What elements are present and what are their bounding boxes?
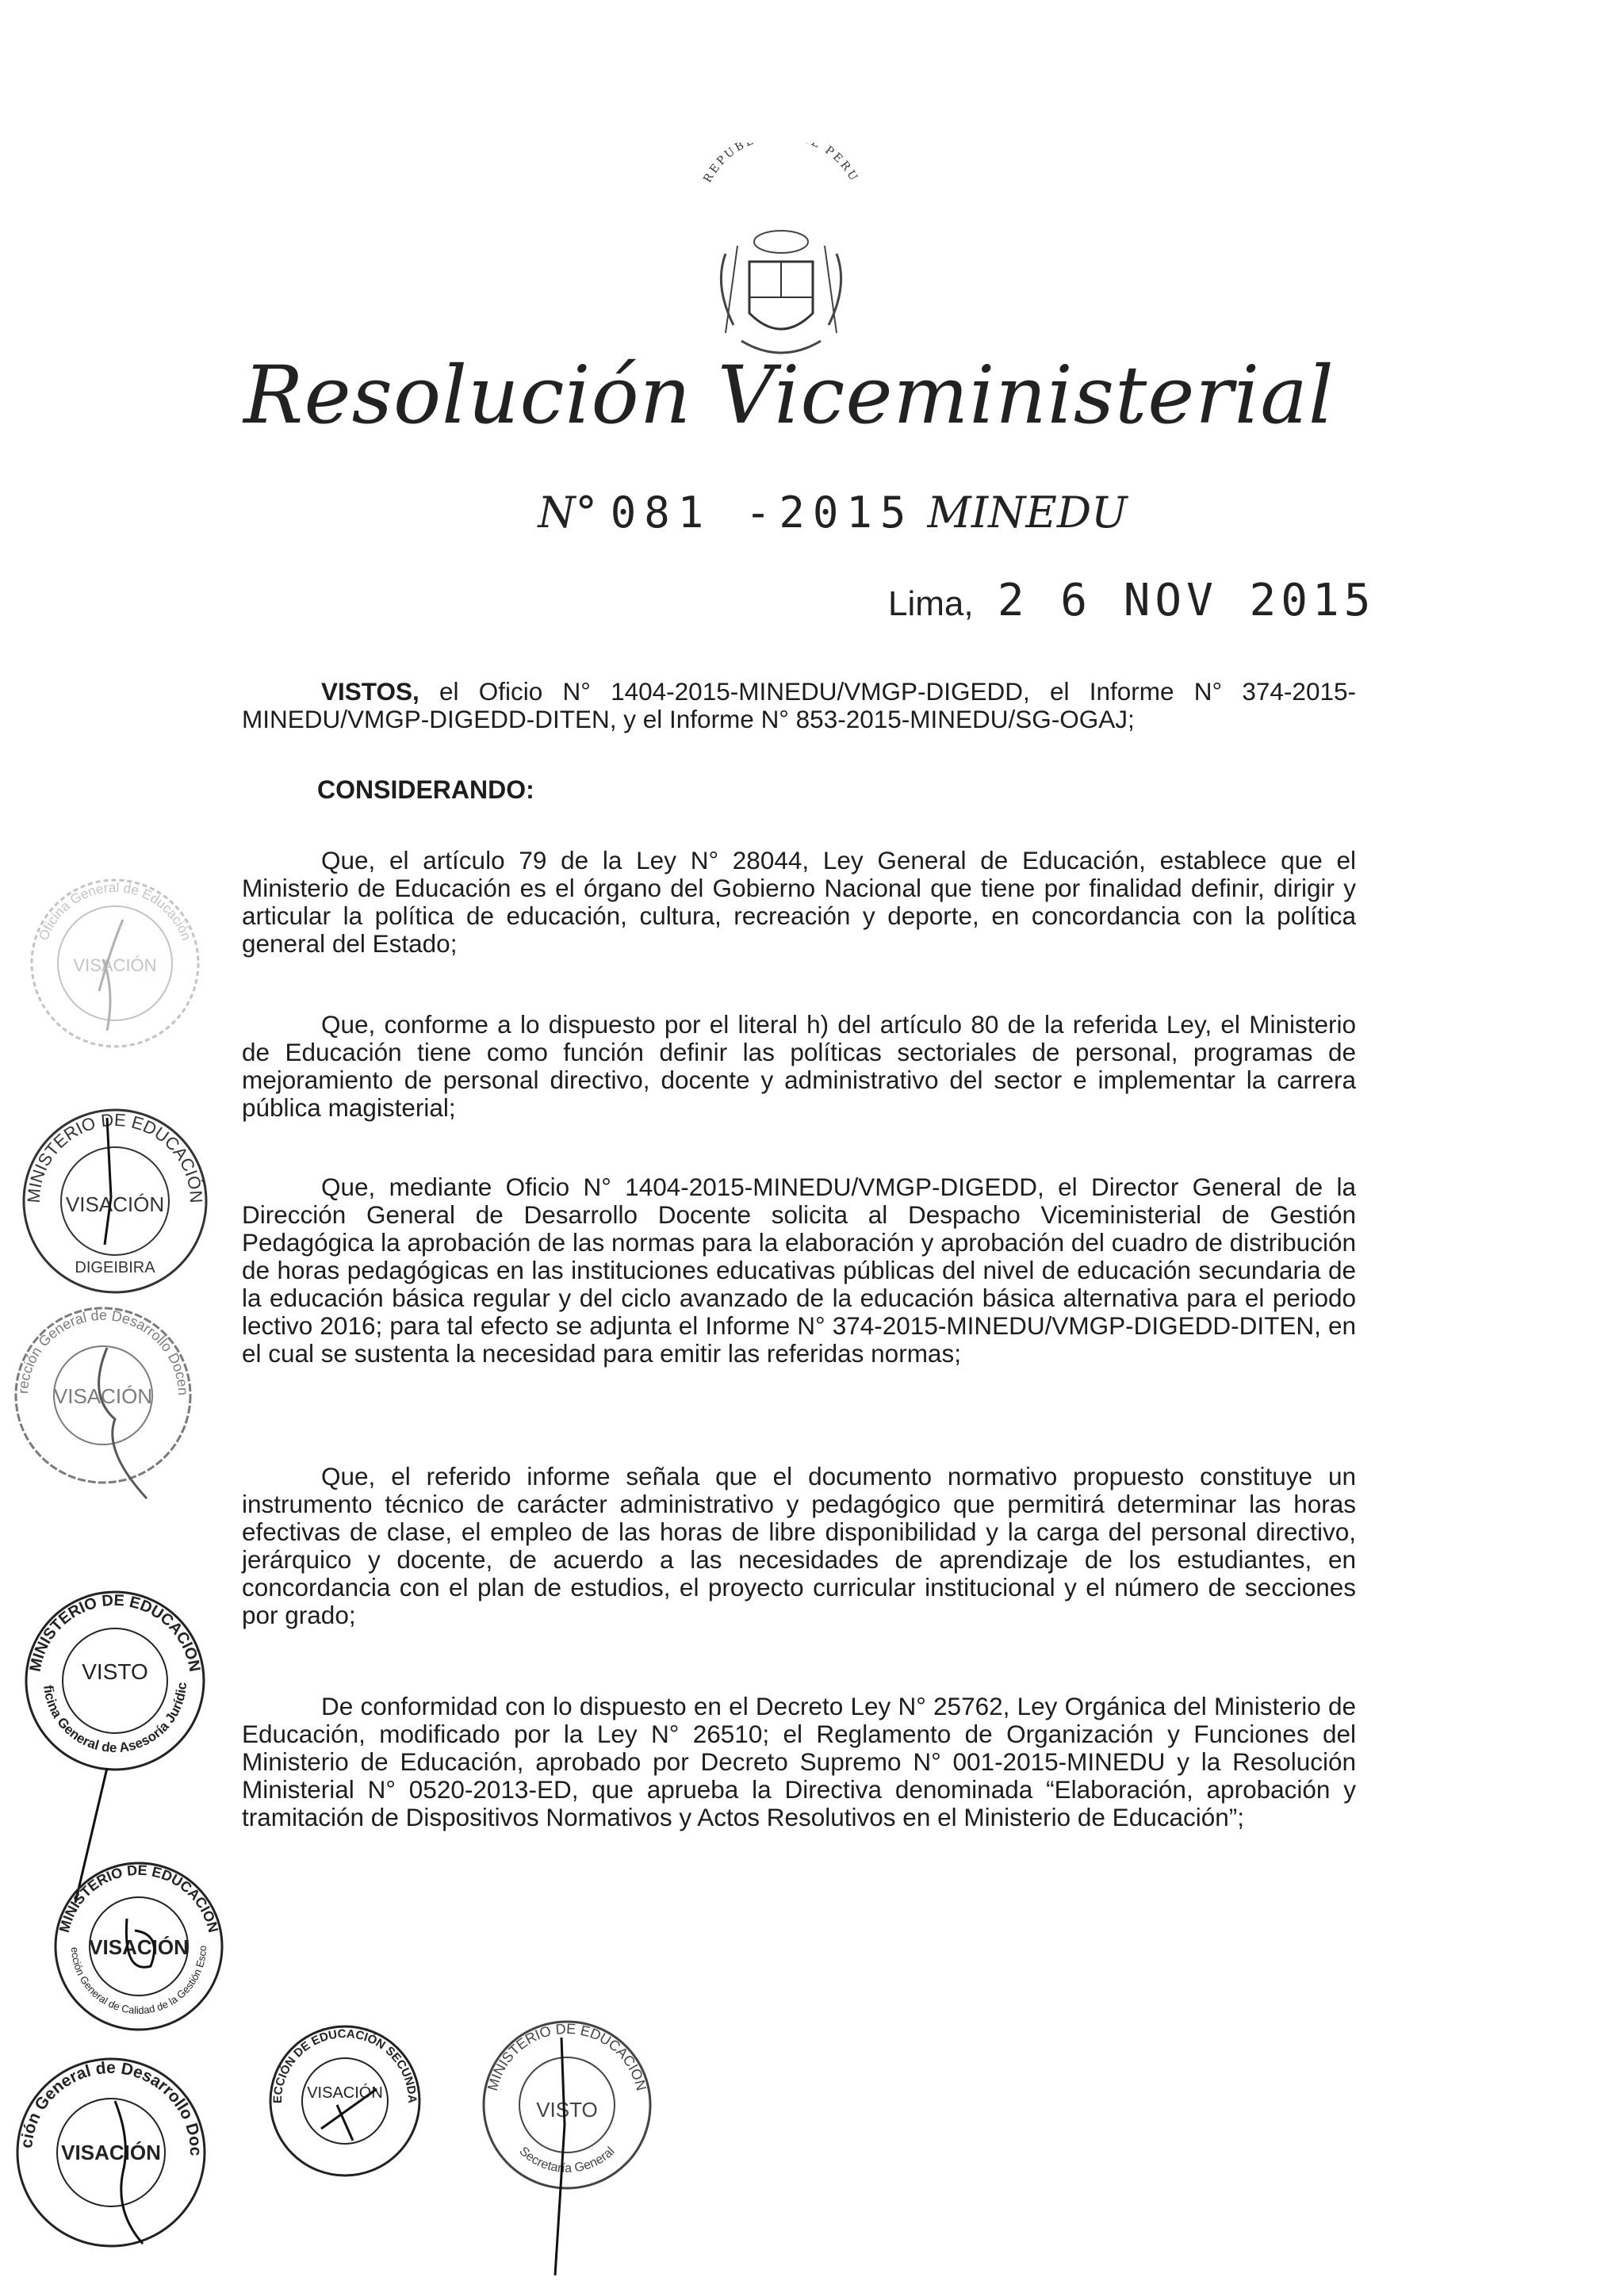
svg-text:Oficina General de Educación: Oficina General de Educación [36, 879, 194, 943]
svg-text:Oficina General de Asesoría Ju: Oficina General de Asesoría Jurídica [14, 1574, 190, 1756]
vistos-text: el Oficio N° 1404-2015-MINEDU/VMGP-DIGEDD, el Informe N° 374-2015-MINEDU/VMGP-DIGEDD-DITEN, y el Informe N° 853-2015-MINEDU/SG-OGAJ; [242, 677, 1356, 733]
paragraph-4: Que, el referido informe señala que el documento normativo propuesto constituye un instrumento técnico de carácter administrativo y pedagógico que permitirá determinar las horas efectivas de clase, el empleo de las horas de libre disponibilidad y la carga del personal directivo, jerárquico y docente, de acuerdo a las necesidades de aprendizaje de los estudiantes, en concordancia con el plan de estudios, el proyecto curricular institucional y el número de secciones por grado; [242, 1462, 1356, 1629]
svg-text:Secretaría General: Secretaría General [516, 2144, 618, 2176]
svg-text:Dirección General de Calidad d: Dirección General de Calidad de la Gestión Escolar [44, 1846, 209, 2017]
svg-text:VISACIÓN: VISACIÓN [61, 2141, 161, 2164]
visacion-seal-docente-bottom [6, 2039, 210, 2256]
svg-text:DIGEIBIRA: DIGEIBIRA [75, 1259, 155, 1276]
svg-text:MINISTERIO DE EDUCACIÓN: MINISTERIO DE EDUCACIÓN [26, 1591, 204, 1674]
svg-text:VISACIÓN: VISACIÓN [73, 955, 157, 975]
crest-text: REPUB L PERU [701, 143, 861, 186]
svg-text:VISACIÓN: VISACIÓN [53, 1384, 153, 1408]
national-crest [678, 143, 884, 373]
considerando-heading: CONSIDERANDO: [317, 775, 534, 804]
visacion-seal-secundaria [261, 2011, 424, 2184]
svg-text:VISACIÓN: VISACIÓN [65, 1192, 165, 1216]
svg-text:DIRECCIÓN DE EDUCACIÓN SECUNDA: DIRECCIÓN DE EDUCACIÓN SECUNDARIA [261, 2011, 419, 2104]
paragraph-2: Que, conforme a lo dispuesto por el literal h) del artículo 80 de la referida Ley, el Ministerio de Educación tiene como función definir las políticas sectoriales de personal, programas de mejoramiento de personal directivo, docente y administrativo del sector e implementar la carrera pública magisterial; [242, 1010, 1356, 1122]
visacion-seal-oficina [24, 872, 206, 1058]
number-stamp: 081 -2015 [610, 488, 914, 538]
visacion-seal-gestion-escolar [44, 1846, 230, 2042]
vistos-paragraph [242, 678, 1356, 733]
svg-text:MINISTERIO DE EDUCACIÓN: MINISTERIO DE EDUCACIÓN [484, 2020, 650, 2093]
svg-text:VISACIÓN: VISACIÓN [89, 1935, 189, 1959]
svg-text:REPUBLICA DEL PERU [701, 143, 860, 185]
number-suffix: MINEDU [927, 488, 1128, 538]
svg-text:VISTO: VISTO [82, 1659, 148, 1684]
vistos-lead: VISTOS, [321, 677, 419, 706]
visacion-seal-digeibira [16, 1102, 214, 1304]
number-prefix: N° [538, 488, 597, 538]
paragraph-3: Que, mediante Oficio N° 1404-2015-MINEDU/VMGP-DIGEDD, el Director General de la Dirección General de Desarrollo Docente solicita al Despacho Viceministerial de Gestión Pedagógica la aprobación de las normas para la elaboración y aprobación del cuadro de distribución de horas pedagógicas en las instituciones educativas públicas del nivel de educación secundaria de la educación básica regular y del ciclo avanzado de la educación básica alternativa para el periodo lectivo 2016; para tal efecto se adjunta el Informe N° 374-2015-MINEDU/VMGP-DIGEDD-DITEN, en el cual se sustenta la necesidad para emitir las referidas normas; [242, 1173, 1356, 1368]
date-line [888, 575, 1375, 626]
svg-text:MINISTERIO DE EDUCACIÓN: MINISTERIO DE EDUCACIÓN [56, 1862, 222, 1934]
visacion-seal-desarrollo-docente [2, 1288, 198, 1494]
resolution-number [476, 488, 1189, 538]
date-label: Lima, [888, 584, 974, 623]
svg-text:VISACIÓN: VISACIÓN [307, 2084, 383, 2102]
visto-seal-asesoria-juridica [14, 1574, 210, 1780]
paragraph-1: Que, el artículo 79 de la Ley N° 28044, Ley General de Educación, establece que el Ministerio de Educación es el órgano del Gobierno Nacional que tiene por finalidad definir, dirigir y articular la política de educación, cultura, recreación y deporte, en concordancia con la política general del Estado; [242, 846, 1356, 958]
paragraph-5: De conformidad con lo dispuesto en el Decreto Ley N° 25762, Ley Orgánica del Ministerio de Educación, modificado por la Ley N° 26510; el Reglamento de Organización y Funciones del Ministerio de Educación, aprobado por Decreto Supremo N° 001-2015-MINEDU y la Resolución Ministerial N° 0520-2013-ED, que aprueba la Directiva denominada “Elaboración, aprobación y tramitación de Dispositivos Normativos y Actos Resolutivos en el Ministerio de Educación”; [242, 1692, 1356, 1831]
svg-text:VISTO: VISTO [536, 2098, 598, 2122]
visto-seal-secretaria-general [476, 2014, 658, 2200]
svg-text:Dirección General de Desarroll: Dirección General de Desarrollo Docente [6, 2039, 205, 2156]
svg-text:Dirección General de Desarroll: Dirección General de Desarrollo Docente [2, 1288, 192, 1396]
document-title: Resolución Viceministerial [243, 349, 1335, 442]
svg-text:MINISTERIO DE EDUCACIÓN: MINISTERIO DE EDUCACIÓN [23, 1109, 207, 1204]
date-stamp: 2 6 NOV 2015 [997, 575, 1376, 626]
